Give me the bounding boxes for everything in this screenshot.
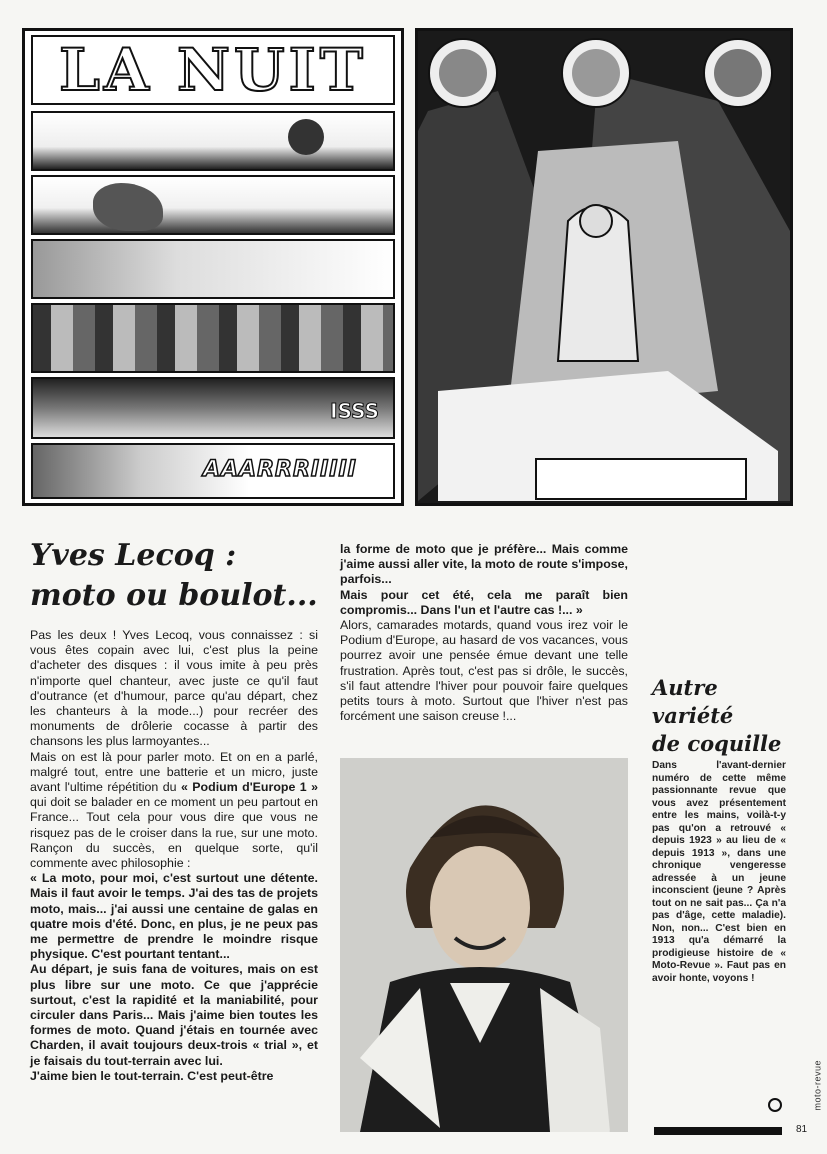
quote-paragraph [30,871,318,962]
sidebar-text: Dans l'avant-dernier numéro de cette même passionnante revue que vous avez présentement entre les mains, voilà-t-y pas qu'on a retrouvé « depuis 1923 » au lieu de « depuis 1913 », dans une chronique vengeresse adressée à un jeune inconscient (jeune ? Après tout on ne sait pas... Ça n'a pas d'âge, cette maladie). Non, non... C'est bien en 1913 qu'a démarré la prodigieuse histoire de « Moto-Revue ». Faut pas en avoir honte, voyons ! [652,760,786,984]
comic-strip [31,111,395,171]
quote-paragraph [30,962,318,1068]
article-paragraph [30,750,318,872]
text-run: Mais on est là pour parler moto. Et on en a parlé, malgré tout, entre une batterie et un micro, juste avant l'ultime répétition du [30,749,318,795]
quote-text: J'aime bien le tout-terrain. C'est peut-être [30,1068,274,1083]
comic-strip [31,443,395,499]
article-title-line: Yves Lecoq : [30,538,237,573]
portrait-illustration [340,758,628,1132]
quote-paragraph [30,1069,318,1084]
quote-text: « La moto, pour moi, c'est surtout une détente. Mais il faut avoir le temps. J'ai des tas de projets moto, mais... j'ai aussi une centaine de galas en quatre mois d'été. Donc, en plus, je ne peux pas me permettre de prendre le moindre risque physique. C'est pourtant tentant... [30,871,318,962]
sidebar-title-line: variété [652,703,734,728]
page-number: 81 [796,1124,808,1135]
comic-panel-right [415,28,793,506]
sidebar-title [652,674,802,758]
quote-paragraph [340,588,628,618]
comic-strip [31,239,395,299]
portrait-photo [340,758,628,1132]
quote-paragraph [340,542,628,588]
article-title [30,536,330,616]
sound-effect: AAARRRIIIII [203,457,357,482]
comic-illustration [418,31,790,503]
comic-strip [31,303,395,373]
article-column-2 [340,542,628,724]
magazine-logo-icon [768,1098,782,1112]
article-title-line: moto ou boulot... [30,578,318,613]
quote-text: la forme de moto que je préfère... Mais comme j'aime aussi aller vite, la moto de route s'impose, parfois... [340,542,628,587]
sidebar-title-line: Autre [652,675,718,700]
article-column-1 [30,628,318,1084]
magazine-name: moto-revue [813,1060,823,1111]
comic-logo: LA NUIT [31,35,395,105]
text-run: qui doit se balader en ce moment un peu partout en France... Tout cela pour vous dire que vous ne risquez pas de le croiser dans la rue, sur une moto. Rançon du succès, en quelque sorte, qu'il commente avec philosophie : [30,795,318,871]
quote-text: Au départ, je suis fana de voitures, mais on est plus libre sur une moto. Ce que j'apprécie surtout, c'est la rapidité et la maniabilité, pour circuler dans Paris... Mais j'aime bien toutes les formes de moto. Quand j'étais en tournée avec Charden, il avait toujours deux-trois « trial », et je faisais du tout-terrain avec lui. [30,962,318,1068]
sidebar-title-line: de coquille [652,731,782,756]
comic-strip [31,175,395,235]
comic-panel-left [22,28,404,506]
comic-strip [31,377,395,439]
sound-effect: ISSS [330,399,379,423]
footer-bar [654,1127,782,1135]
article-paragraph: Pas les deux ! Yves Lecoq, vous connaissez : si vous êtes copain avec lui, c'est plus la peine d'acheter des disques : il vous imite à peu près n'importe quel chanteur, avec juste ce qu'il faut d'outrance (et d'humour, parce qu'au départ, chez les chanteurs à la mode...) pour recréer des monuments de drôlerie cocasse à partir des chansons les plus larmoyantes... [30,628,318,749]
quote-text: Mais pour cet été, cela me paraît bien compromis... Dans l'un et l'autre cas !... » [340,587,628,617]
text-run-bold: « Podium d'Europe 1 » [180,780,318,795]
article-paragraph: Alors, camarades motards, quand vous irez voir le Podium d'Europe, au hasard de vos vacances, vous pourrez avoir une pensée émue devant une telle frustration. Après tout, c'est pas si drôle, le succès, s'il faut attendre l'hiver pour pouvoir faire quelques petits tours à moto. Surtout que l'hiver n'est pas forcément une saison creuse !... [340,618,628,724]
